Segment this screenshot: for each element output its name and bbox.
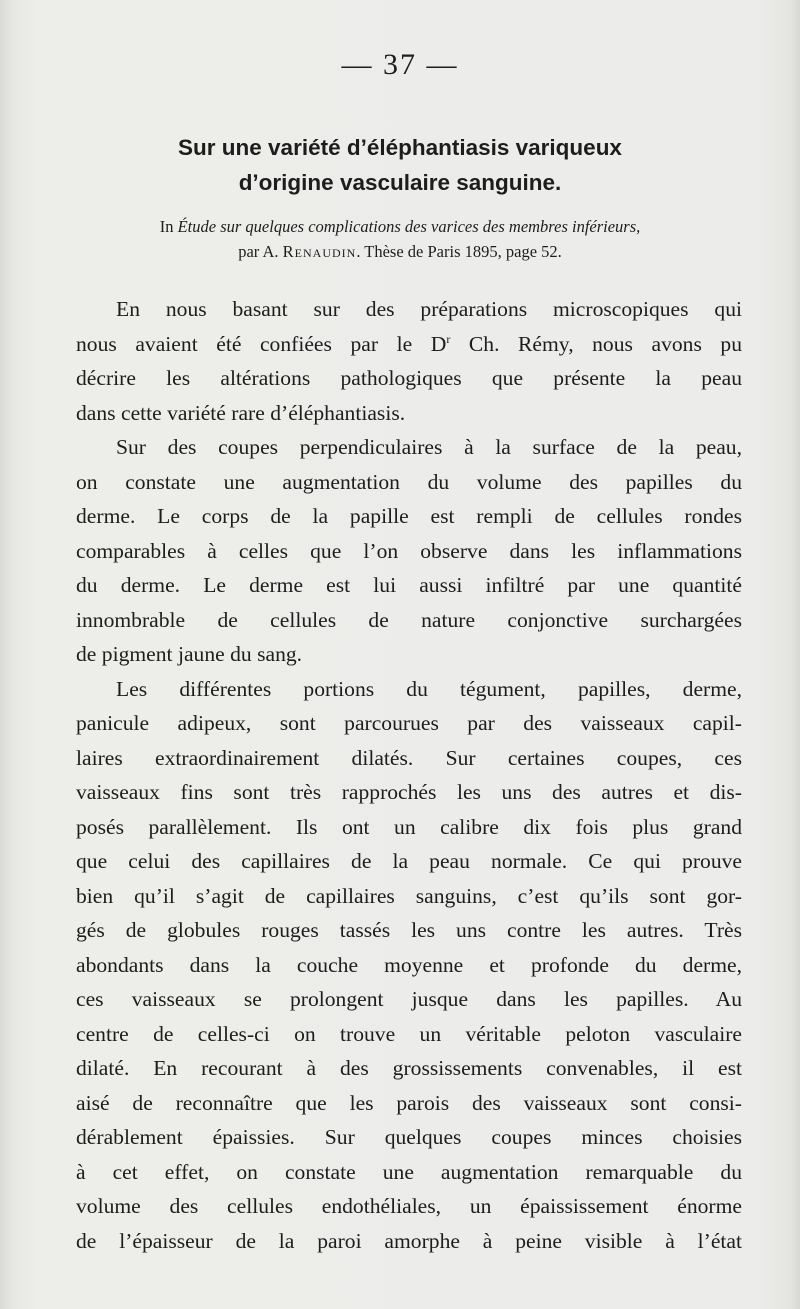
paragraph-3-line-13: aisé de reconnaître que les parois des vaisseaux sont consi- <box>76 1090 742 1115</box>
citation-line-2 <box>60 239 740 264</box>
paragraph-1-line-2-tail: Ch. Rémy, nous avons pu <box>450 331 743 356</box>
page-number: — 37 — <box>341 48 459 81</box>
paragraph-3-line-8: gés de globules rouges tassés les uns contre les autres. Très <box>76 918 742 942</box>
paragraph-3-line-4: vaisseaux fins sont très rapprochés les uns des autres et dis- <box>76 780 742 804</box>
paragraph-3-line-9: abondants dans la couche moyenne et profonde du derme, <box>76 952 742 977</box>
paragraph-3-line-12: dilaté. En recourant à des grossissements convenables, il est <box>76 1056 742 1080</box>
title-line-2: d’origine vasculaire sanguine. <box>238 170 562 195</box>
paragraph-2-line-4: comparables à celles que l’on observe dans les inflammations <box>76 538 742 563</box>
paragraph-2-line-7: de pigment jaune du sang. <box>76 642 303 666</box>
title-line-1: Sur une variété d’éléphantiasis variqueux <box>178 135 622 160</box>
paragraph-2-line-1: Sur des coupes perpendiculaires à la surface de la peau, <box>116 435 742 459</box>
citation-rest: . Thèse de Paris 1895, page 52. <box>356 242 562 261</box>
paragraph-3-line-10: ces vaisseaux se prolongent jusque dans les papilles. Au <box>76 987 742 1011</box>
page-title <box>60 130 740 200</box>
citation-prefix: In <box>159 217 178 236</box>
superscript-r: r <box>446 331 451 346</box>
body-text <box>76 292 742 1258</box>
paragraph-3-line-7: bien qu’il s’agit de capillaires sanguins, c’est qu’ils sont gor- <box>76 883 742 908</box>
paragraph-3-line-5: posés parallèlement. Ils ont un calibre dix fois plus grand <box>76 814 742 839</box>
paragraph-3-line-15: à cet effet, on constate une augmentation remarquable du <box>76 1159 742 1184</box>
paragraph-2-line-6: innombrable de cellules de nature conjonctive surchargées <box>76 607 742 632</box>
paragraph-2-line-5: du derme. Le derme est lui aussi infiltré par une quantité <box>76 573 742 597</box>
paragraph-3-line-2: panicule adipeux, sont parcourues par des vaisseaux capil- <box>76 711 742 735</box>
citation-by: par A. <box>238 242 283 261</box>
paragraph-3-line-11: centre de celles-ci on trouve un véritable peloton vasculaire <box>76 1021 742 1046</box>
citation-author: Renaudin <box>282 242 357 261</box>
paragraph-3-line-16: volume des cellules endothéliales, un épaississement énorme <box>76 1194 742 1218</box>
paragraph-1-line-2-text: nous avaient été confiées par le D <box>76 331 447 356</box>
paragraph-1-line-3: décrire les altérations pathologiques que présente la peau <box>76 366 742 390</box>
paragraph-2-line-2: on constate une augmentation du volume des papilles du <box>76 469 742 494</box>
paragraph-1-line-4: dans cette variété rare d’éléphantiasis. <box>76 400 406 425</box>
citation-line-1 <box>60 214 740 239</box>
paragraph-3-line-14: dérablement épaissies. Sur quelques coupes minces choisies <box>76 1125 742 1149</box>
citation <box>60 214 740 264</box>
paragraph-1-line-1: En nous basant sur des préparations microscopiques qui <box>116 297 742 321</box>
citation-work: Étude sur quelques complications des varices des membres inférieurs, <box>177 217 641 236</box>
paragraph-3-line-6: que celui des capillaires de la peau normale. Ce qui prouve <box>76 849 742 873</box>
paragraph-1-line-2 <box>76 327 742 362</box>
paragraph-3-line-17: de l’épaisseur de la paroi amorphe à peine visible à l’état <box>76 1228 742 1253</box>
paragraph-3-line-3: laires extraordinairement dilatés. Sur certaines coupes, ces <box>76 745 742 770</box>
paragraph-2-line-3: derme. Le corps de la papille est rempli de cellules rondes <box>76 504 742 528</box>
paragraph-3-line-1: Les différentes portions du tégument, papilles, derme, <box>116 676 742 701</box>
